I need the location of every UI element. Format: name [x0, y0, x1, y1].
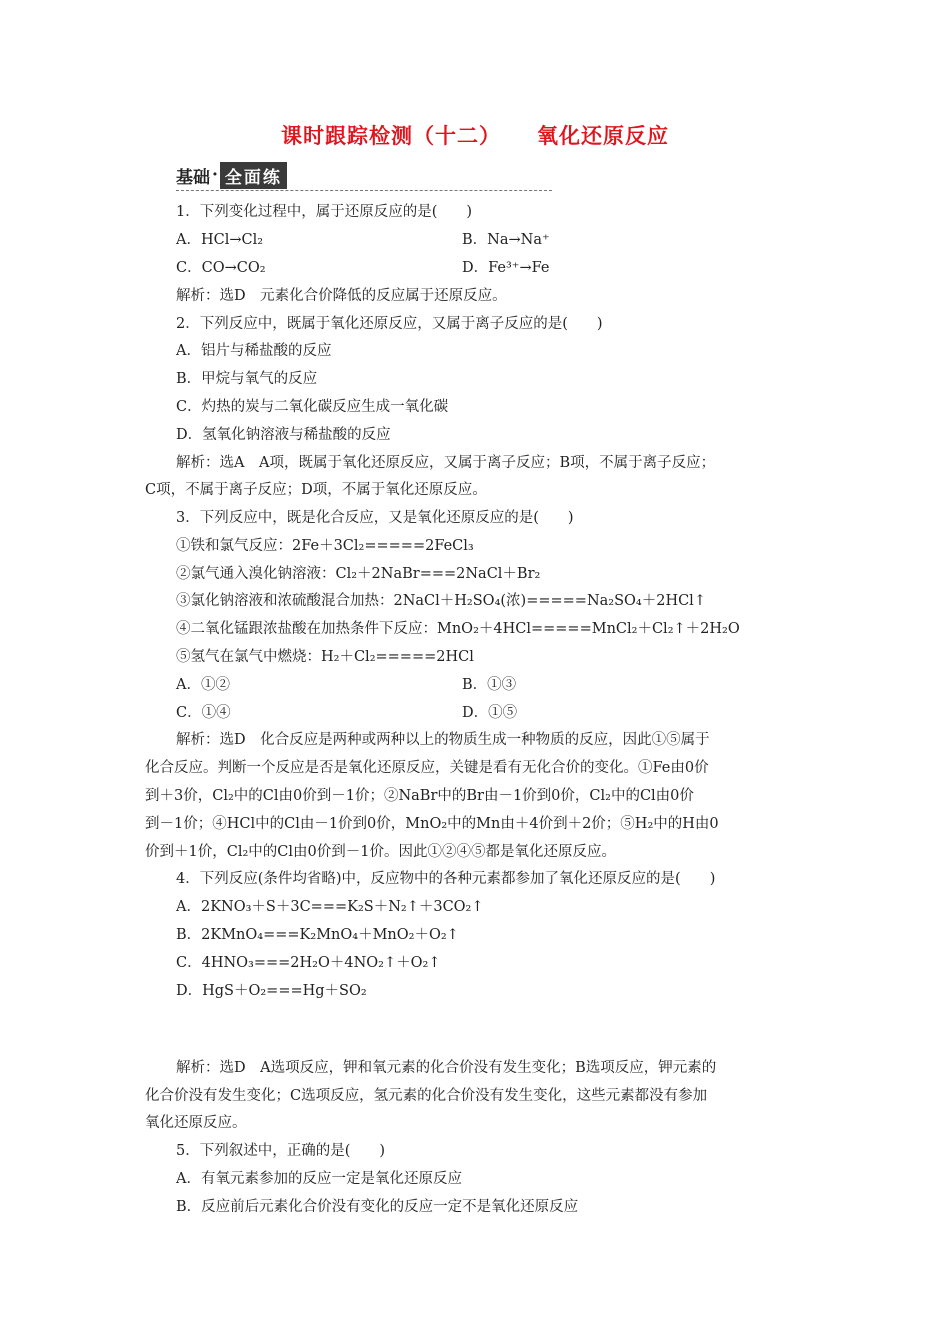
q1-option-a: A．HCl→Cl₂: [176, 232, 264, 248]
page-title: [0, 120, 950, 150]
section-header: [176, 160, 287, 190]
q2-answer-line1: 解析：选A A项，既属于氧化还原反应，又属于离子反应；B项，不属于离子反应；: [176, 455, 716, 471]
q2-answer-line2: C项，不属于离子反应；D项，不属于氧化还原反应。: [145, 482, 487, 498]
section-dot: ·: [212, 165, 218, 185]
q1-option-c: C．CO→CO₂: [176, 260, 266, 276]
q4-option-a: A．2KNO₃＋S＋3C===K₂S＋N₂↑＋3CO₂↑: [176, 899, 484, 915]
title-part1: 课时跟踪检测（十二）: [281, 123, 501, 148]
q2-stem: 2．下列反应中，既属于氧化还原反应，又属于离子反应的是( ): [176, 316, 603, 332]
section-label: 基础: [176, 167, 210, 188]
q3-reaction-1: ①铁和氯气反应：2Fe＋3Cl₂=====2FeCl₃: [176, 538, 474, 554]
q5-stem: 5．下列叙述中，正确的是( ): [176, 1143, 386, 1159]
q4-option-d: D．HgS＋O₂===Hg＋SO₂: [176, 983, 367, 999]
q3-answer-line5: 价到＋1价，Cl₂中的Cl由0价到－1价。因此①②④⑤都是氧化还原反应。: [145, 844, 616, 860]
q4-answer-line1: 解析：选D A选项反应，钾和氧元素的化合价没有发生变化；B选项反应，钾元素的: [176, 1060, 717, 1076]
q3-reaction-2: ②氯气通入溴化钠溶液：Cl₂＋2NaBr===2NaCl＋Br₂: [176, 566, 541, 582]
q5-option-b: B．反应前后元素化合价没有变化的反应一定不是氧化还原反应: [176, 1199, 579, 1215]
q5-option-a: A．有氧元素参加的反应一定是氧化还原反应: [176, 1171, 462, 1187]
title-part2: 氧化还原反应: [537, 123, 669, 148]
section-badge: 全面练: [220, 162, 287, 189]
q4-answer-line2: 化合价没有发生变化；C选项反应，氢元素的化合价没有发生变化，这些元素都没有参加: [145, 1088, 708, 1104]
q1-option-d: D．Fe³⁺→Fe: [462, 260, 550, 276]
q4-stem: 4．下列反应(条件均省略)中，反应物中的各种元素都参加了氧化还原反应的是( ): [176, 871, 716, 887]
q4-option-b: B．2KMnO₄===K₂MnO₄＋MnO₂＋O₂↑: [176, 927, 459, 943]
q2-option-b: B．甲烷与氧气的反应: [176, 371, 318, 387]
q3-option-d: D．①⑤: [462, 705, 518, 721]
q3-answer-line2: 化合反应。判断一个反应是否是氧化还原反应，关键是看有无化合价的变化。①Fe由0价: [145, 760, 709, 776]
q3-answer-line3: 到＋3价，Cl₂中的Cl由0价到－1价；②NaBr中的Br由－1价到0价，Cl₂中的Cl由0价: [145, 788, 694, 804]
q3-reaction-4: ④二氧化锰跟浓盐酸在加热条件下反应：MnO₂＋4HCl=====MnCl₂＋Cl₂↑＋2H₂O: [176, 621, 740, 637]
section-divider: [176, 190, 552, 191]
q3-answer-line1: 解析：选D 化合反应是两种或两种以上的物质生成一种物质的反应，因此①⑤属于: [176, 732, 710, 748]
q1-answer: 解析：选D 元素化合价降低的反应属于还原反应。: [176, 288, 507, 304]
q4-answer-line3: 氧化还原反应。: [145, 1115, 247, 1131]
q2-option-c: C．灼热的炭与二氧化碳反应生成一氧化碳: [176, 399, 449, 415]
q3-reaction-5: ⑤氢气在氯气中燃烧：H₂＋Cl₂=====2HCl: [176, 649, 474, 665]
q1-stem: 1．下列变化过程中，属于还原反应的是( ): [176, 204, 473, 220]
q2-option-a: A．铝片与稀盐酸的反应: [176, 343, 332, 359]
q3-option-a: A．①②: [176, 677, 230, 693]
q3-option-b: B．①③: [462, 677, 517, 693]
q3-reaction-3: ③氯化钠溶液和浓硫酸混合加热：2NaCl＋H₂SO₄(浓)=====Na₂SO₄＋2HCl↑: [176, 593, 706, 609]
q2-option-d: D．氢氧化钠溶液与稀盐酸的反应: [176, 427, 391, 443]
q3-stem: 3．下列反应中，既是化合反应，又是氧化还原反应的是( ): [176, 510, 574, 526]
q3-option-c: C．①④: [176, 705, 231, 721]
q3-answer-line4: 到－1价；④HCl中的Cl由－1价到0价，MnO₂中的Mn由＋4价到＋2价；⑤H₂中的H由0: [145, 816, 719, 832]
q1-option-b: B．Na→Na⁺: [462, 232, 550, 248]
q4-option-c: C．4HNO₃===2H₂O＋4NO₂↑＋O₂↑: [176, 955, 441, 971]
